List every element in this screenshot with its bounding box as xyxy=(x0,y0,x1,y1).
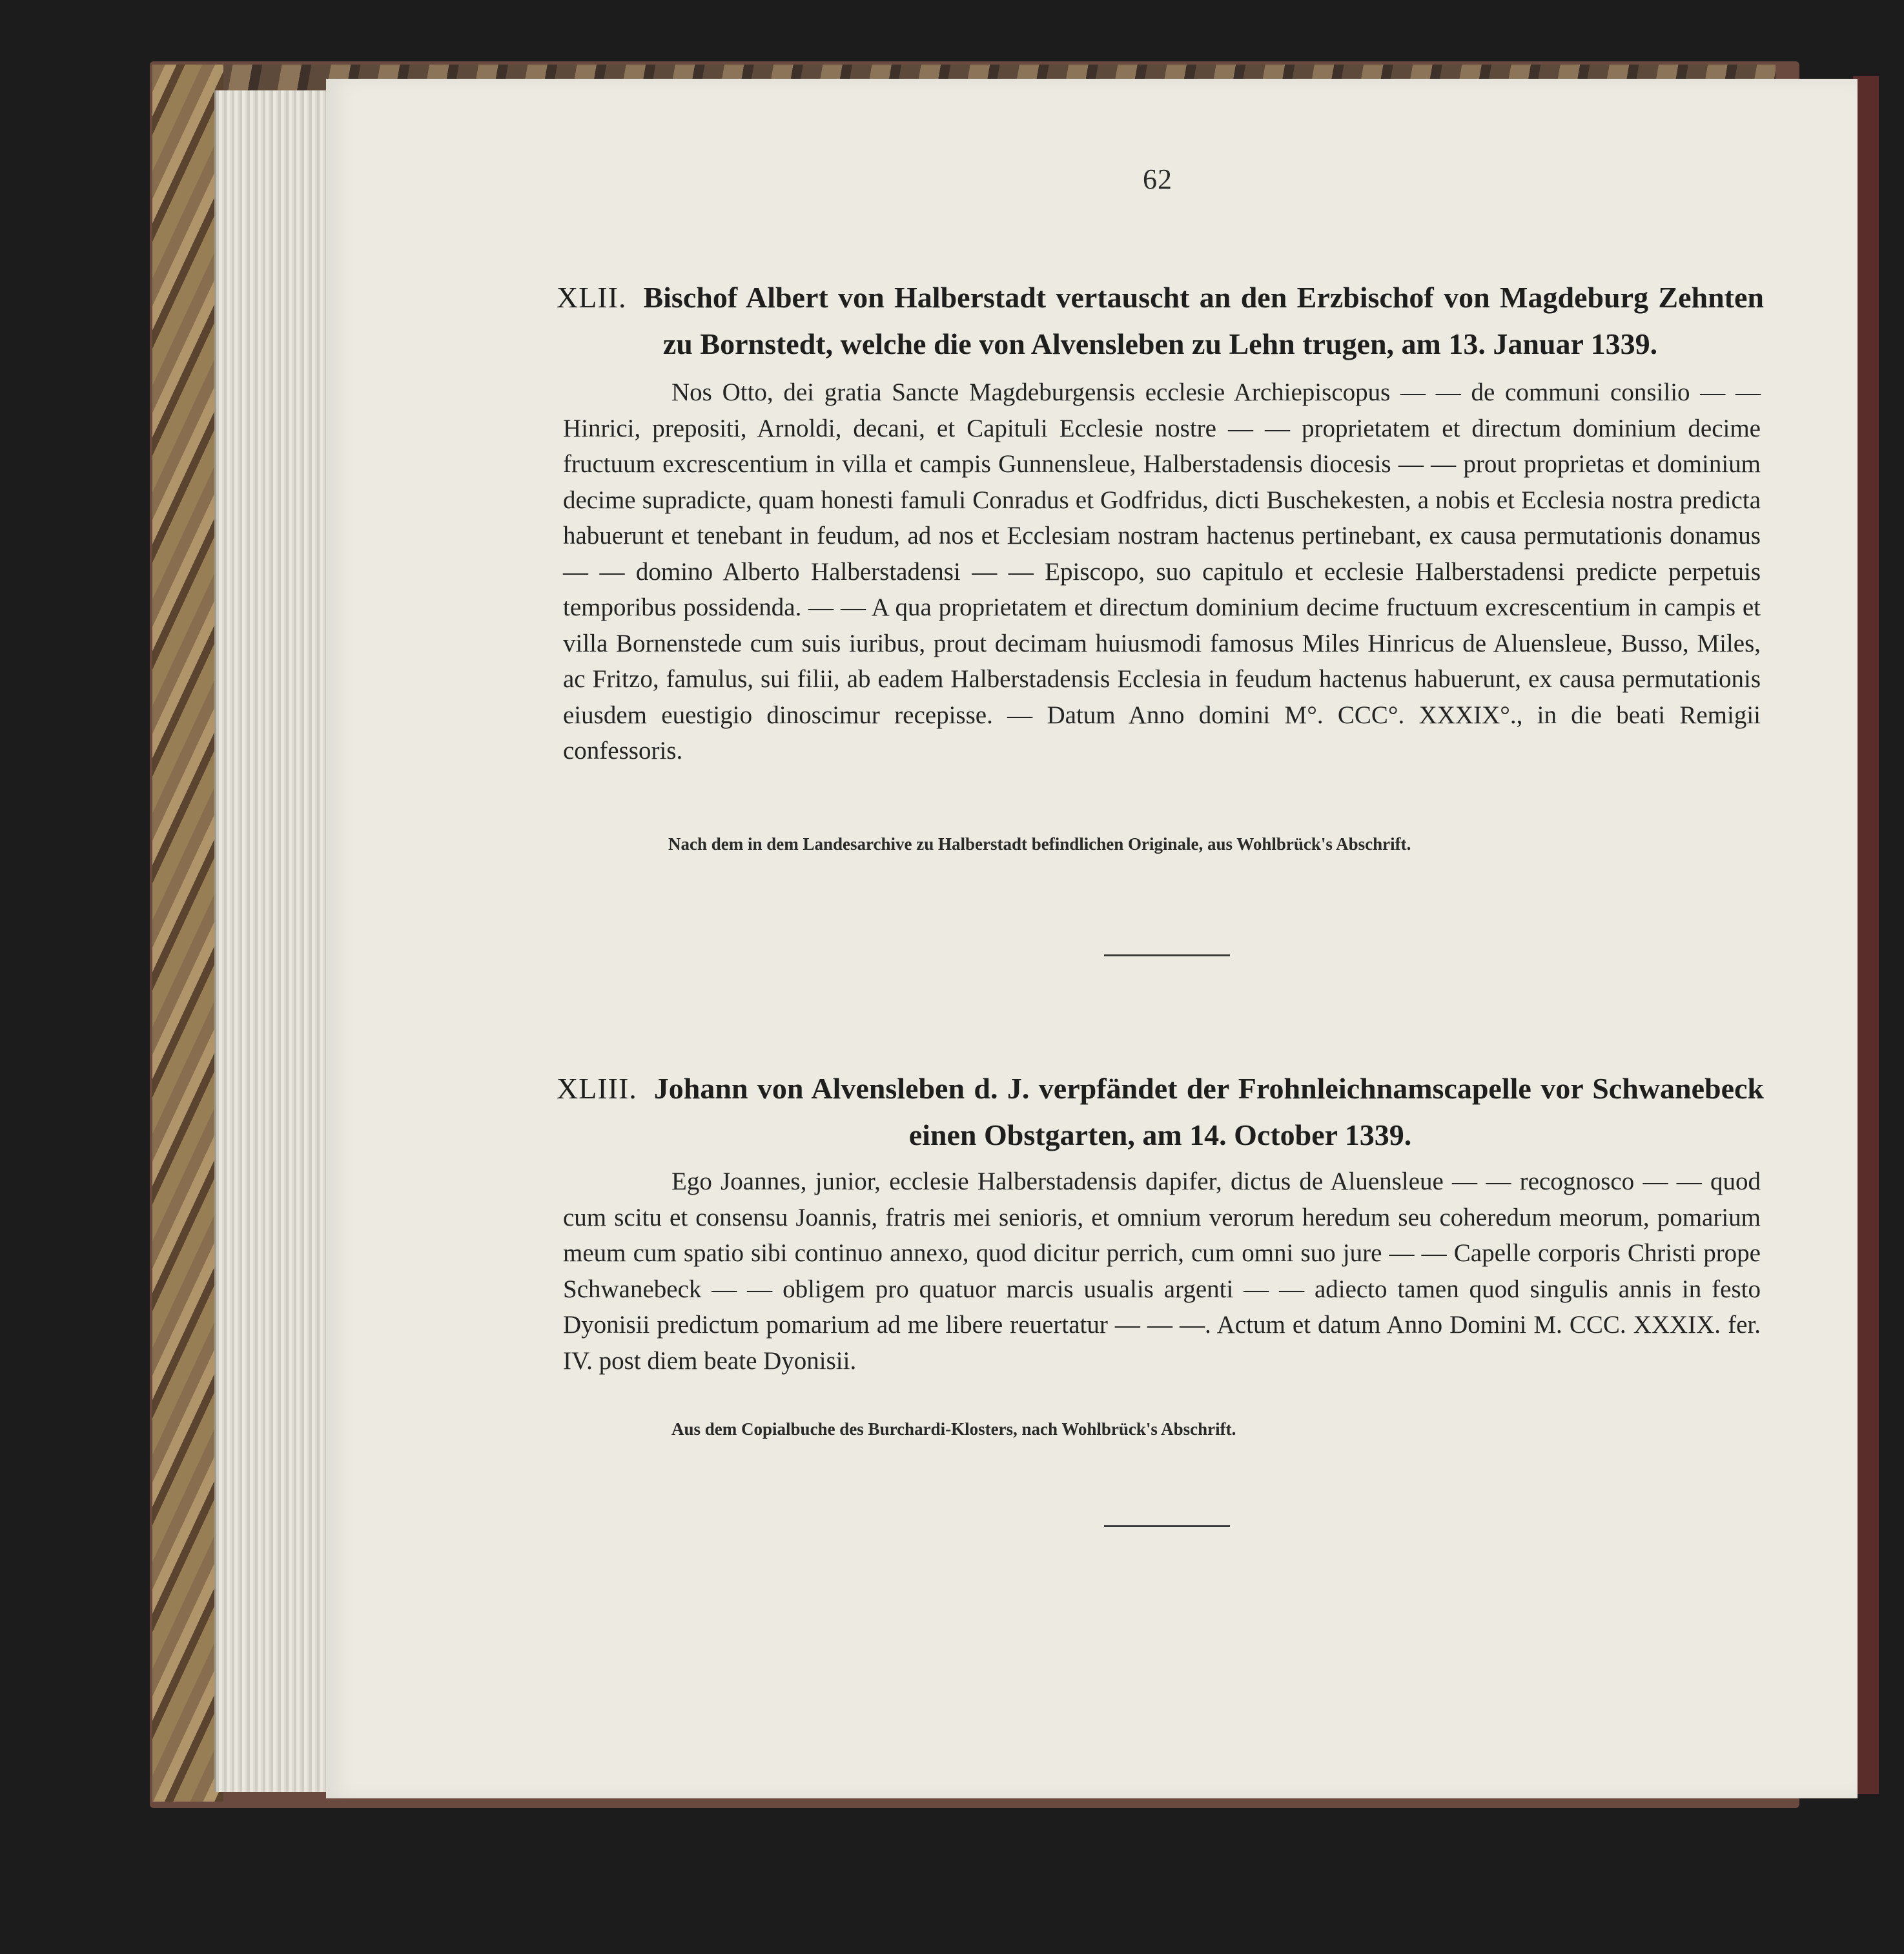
charter-paragraph: Nos Otto, dei gratia Sancte Magdeburgensis ecclesie Archiepiscopus — — de communi consilio — — Hinrici, prepositi, Arnoldi, decani, et Capituli Ecclesie nostre — — proprietatem et directum dominium decime fructuum excrescentium in villa et campis Gunnensleue, Halberstadensis diocesis — — prout proprietas et dominium decime supradicte, quam honesti famuli Conradus et Godfridus, dicti Buschekesten, a nobis et Ecclesia nostra predicta habuerunt et tenebant in feudum, ad nos et Ecclesiam nostram hactenus pertinebant, ex causa permutationis donamus — — domino Alberto Halberstadensi — — Episcopo, suo capitulo et ecclesie Halberstadensi predicte perpetuis temporibus possidenda. — — A qua proprietatem et directum dominium decime fructuum excrescentium in campis et villa Bornenstede cum suis iuribus, prout decimam huiusmodi famosus Miles Hinricus de Aluensleue, Busso, Miles, ac Fritzo, famulus, sui filii, ab eadem Halberstadensis Ecclesia in feudum hactenus habuerunt, ex causa permutationis eiusdem euestigio dinoscimur recepisse. — Datum Anno domini M°. CCC°. XXXIX°., in die beati Remigii confessoris. xyxy=(563,378,1761,765)
section-heading-xliii xyxy=(557,1065,1764,1158)
heading-title-line2: zu Bornstedt, welche die von Alvensleben zu Lehn trugen, am 13. Januar 1339. xyxy=(662,327,1658,360)
section-numeral: XLII. xyxy=(557,281,627,314)
heading-title-line1: Bischof Albert von Halberstadt vertauscht an den Erzbischof von Magdeburg Zehnten xyxy=(643,281,1764,314)
heading-line-1 xyxy=(557,274,1764,321)
charter-text-xliii xyxy=(563,1164,1761,1379)
charter-paragraph: Ego Joannes, junior, ecclesie Halberstadensis dapifer, dictus de Aluensleue — — recognosco — — quod cum scitu et consensu Joannis, fratris mei senioris, et omnium verorum heredum seu coheredum meorum, pomarium meum cum spatio sibi continuo annexo, quod dicitur perrich, cum omni suo jure — — Capelle corporis Christi prope Schwanebeck — — obligem pro quatuor marcis usualis argenti — — adiecto tamen quod singulis annis in festo Dyonisii predictum pomarium ad me libere reuertatur — — —. Actum et datum Anno Domini M. CCC. XXXIX. fer. IV. post diem beate Dyonisii. xyxy=(563,1167,1761,1375)
page-number: 62 xyxy=(1143,163,1172,195)
section-heading-xlii xyxy=(557,274,1764,367)
heading-line-1 xyxy=(557,1065,1764,1112)
heading-title-line2: einen Obstgarten, am 14. October 1339. xyxy=(908,1118,1412,1151)
section-numeral: XLIII. xyxy=(557,1072,637,1105)
section-divider xyxy=(1104,1525,1230,1527)
cover-marble-spine xyxy=(152,65,223,1802)
heading-title-line1: Johann von Alvensleben d. J. verpfändet der Frohnleichnamscapelle vor Schwanebeck xyxy=(653,1072,1764,1105)
charter-text-xlii xyxy=(563,375,1761,769)
section-divider xyxy=(1104,954,1230,956)
source-note-xlii: Nach dem in dem Landesarchive zu Halberstadt befindlichen Originale, aus Wohlbrück's Abschrift. xyxy=(668,834,1411,854)
page-stack xyxy=(214,90,330,1792)
source-note-xliii: Aus dem Copialbuche des Burchardi-Klosters, nach Wohlbrück's Abschrift. xyxy=(671,1419,1236,1439)
